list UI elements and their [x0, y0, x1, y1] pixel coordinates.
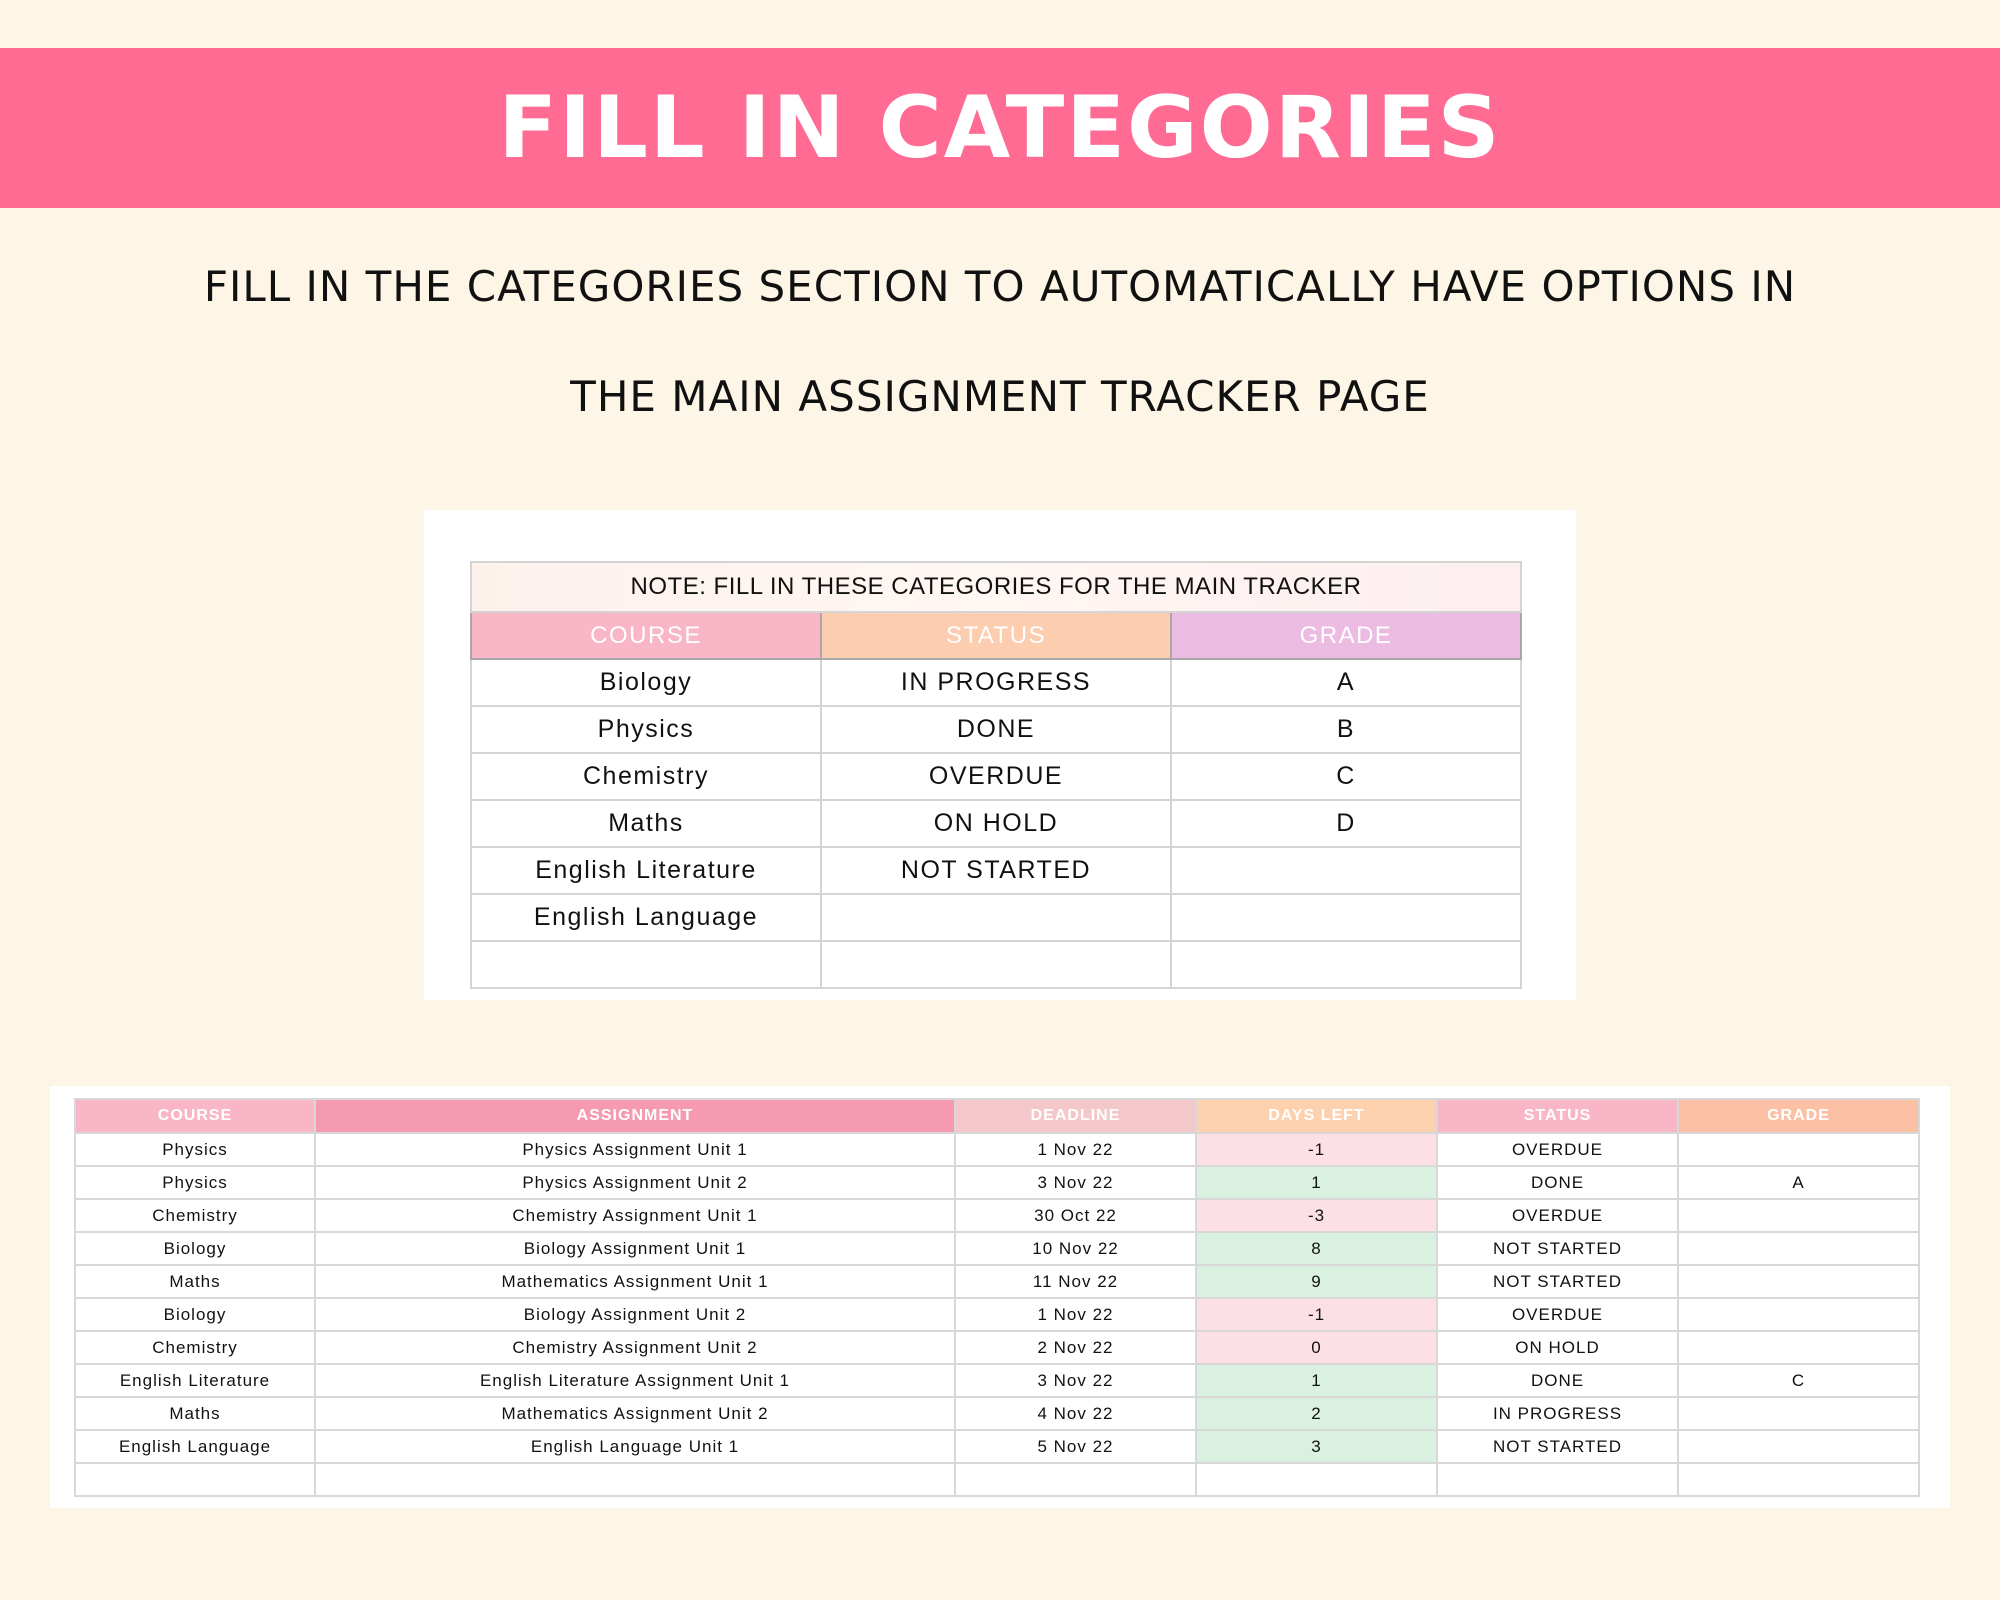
- deadline-cell[interactable]: [955, 1463, 1196, 1496]
- category-row: [471, 706, 1521, 753]
- days-left-cell[interactable]: 3: [1196, 1430, 1437, 1463]
- deadline-cell[interactable]: 5 Nov 22: [955, 1430, 1196, 1463]
- days-left-cell[interactable]: 9: [1196, 1265, 1437, 1298]
- days-left-cell[interactable]: -1: [1196, 1133, 1437, 1166]
- grade-cell[interactable]: [1678, 1397, 1919, 1430]
- course-cell[interactable]: English Language: [75, 1430, 315, 1463]
- deadline-cell[interactable]: 11 Nov 22: [955, 1265, 1196, 1298]
- category-grade-cell[interactable]: [1171, 941, 1521, 988]
- course-cell[interactable]: Physics: [75, 1133, 315, 1166]
- column-header-grade: GRADE: [1171, 612, 1521, 659]
- categories-note: NOTE: FILL IN THESE CATEGORIES FOR THE MAIN TRACKER: [471, 562, 1521, 612]
- status-cell[interactable]: DONE: [1437, 1166, 1678, 1199]
- table-row: [75, 1397, 1919, 1430]
- category-status-cell[interactable]: [821, 941, 1171, 988]
- grade-cell[interactable]: [1678, 1199, 1919, 1232]
- category-status-cell[interactable]: NOT STARTED: [821, 847, 1171, 894]
- grade-cell[interactable]: [1678, 1232, 1919, 1265]
- table-row: [75, 1232, 1919, 1265]
- category-status-cell[interactable]: ON HOLD: [821, 800, 1171, 847]
- table-row: [75, 1331, 1919, 1364]
- category-status-cell[interactable]: OVERDUE: [821, 753, 1171, 800]
- grade-cell[interactable]: [1678, 1463, 1919, 1496]
- days-left-cell[interactable]: -3: [1196, 1199, 1437, 1232]
- status-cell[interactable]: OVERDUE: [1437, 1298, 1678, 1331]
- category-course-cell[interactable]: English Language: [471, 894, 821, 941]
- course-cell[interactable]: English Literature: [75, 1364, 315, 1397]
- status-cell[interactable]: DONE: [1437, 1364, 1678, 1397]
- category-row: [471, 659, 1521, 706]
- course-cell[interactable]: [75, 1463, 315, 1496]
- deadline-cell[interactable]: 2 Nov 22: [955, 1331, 1196, 1364]
- grade-cell[interactable]: A: [1678, 1166, 1919, 1199]
- category-grade-cell[interactable]: [1171, 847, 1521, 894]
- status-cell[interactable]: NOT STARTED: [1437, 1232, 1678, 1265]
- grade-cell[interactable]: [1678, 1265, 1919, 1298]
- deadline-cell[interactable]: 3 Nov 22: [955, 1364, 1196, 1397]
- tracker-panel: [50, 1086, 1950, 1508]
- category-row: [471, 753, 1521, 800]
- table-row: [75, 1364, 1919, 1397]
- column-header-assignment: ASSIGNMENT: [315, 1099, 955, 1133]
- categories-panel: [424, 510, 1576, 1000]
- subtitle-line-2: THE MAIN ASSIGNMENT TRACKER PAGE: [570, 372, 1430, 421]
- status-cell[interactable]: NOT STARTED: [1437, 1265, 1678, 1298]
- course-cell[interactable]: Physics: [75, 1166, 315, 1199]
- category-course-cell[interactable]: Biology: [471, 659, 821, 706]
- status-cell[interactable]: NOT STARTED: [1437, 1430, 1678, 1463]
- assignment-cell[interactable]: Mathematics Assignment Unit 2: [315, 1397, 955, 1430]
- days-left-cell[interactable]: [1196, 1463, 1437, 1496]
- table-row: [75, 1166, 1919, 1199]
- category-grade-cell[interactable]: B: [1171, 706, 1521, 753]
- assignment-cell[interactable]: Biology Assignment Unit 1: [315, 1232, 955, 1265]
- course-cell[interactable]: Biology: [75, 1232, 315, 1265]
- page-title: FILL IN CATEGORIES: [498, 78, 1502, 178]
- category-course-cell[interactable]: Maths: [471, 800, 821, 847]
- days-left-cell[interactable]: -1: [1196, 1298, 1437, 1331]
- assignment-cell[interactable]: Biology Assignment Unit 2: [315, 1298, 955, 1331]
- assignment-cell[interactable]: Chemistry Assignment Unit 1: [315, 1199, 955, 1232]
- column-header-days-left: DAYS LEFT: [1196, 1099, 1437, 1133]
- grade-cell[interactable]: [1678, 1331, 1919, 1364]
- table-row: [75, 1298, 1919, 1331]
- course-cell[interactable]: Chemistry: [75, 1331, 315, 1364]
- category-row: [471, 847, 1521, 894]
- assignment-cell[interactable]: Physics Assignment Unit 1: [315, 1133, 955, 1166]
- assignment-cell[interactable]: English Literature Assignment Unit 1: [315, 1364, 955, 1397]
- grade-cell[interactable]: [1678, 1298, 1919, 1331]
- grade-cell[interactable]: C: [1678, 1364, 1919, 1397]
- course-cell[interactable]: Biology: [75, 1298, 315, 1331]
- table-row: [75, 1463, 1919, 1496]
- column-header-status: STATUS: [1437, 1099, 1678, 1133]
- days-left-cell[interactable]: 8: [1196, 1232, 1437, 1265]
- category-row: [471, 941, 1521, 988]
- subtitle-line-1: FILL IN THE CATEGORIES SECTION TO AUTOMATICALLY HAVE OPTIONS IN: [203, 262, 1797, 311]
- column-header-status: STATUS: [821, 612, 1171, 659]
- category-course-cell[interactable]: [471, 941, 821, 988]
- days-left-cell[interactable]: 0: [1196, 1331, 1437, 1364]
- deadline-cell[interactable]: 1 Nov 22: [955, 1133, 1196, 1166]
- deadline-cell[interactable]: 1 Nov 22: [955, 1298, 1196, 1331]
- column-header-grade: GRADE: [1678, 1099, 1919, 1133]
- category-row: [471, 894, 1521, 941]
- table-row: [75, 1430, 1919, 1463]
- days-left-cell[interactable]: 1: [1196, 1364, 1437, 1397]
- status-cell[interactable]: ON HOLD: [1437, 1331, 1678, 1364]
- category-grade-cell[interactable]: [1171, 894, 1521, 941]
- course-cell[interactable]: Chemistry: [75, 1199, 315, 1232]
- course-cell[interactable]: Maths: [75, 1397, 315, 1430]
- deadline-cell[interactable]: 3 Nov 22: [955, 1166, 1196, 1199]
- table-row: [75, 1199, 1919, 1232]
- tracker-table: [74, 1098, 1920, 1497]
- category-grade-cell[interactable]: A: [1171, 659, 1521, 706]
- status-cell[interactable]: IN PROGRESS: [1437, 1397, 1678, 1430]
- header-banner: [0, 48, 2000, 208]
- deadline-cell[interactable]: 4 Nov 22: [955, 1397, 1196, 1430]
- category-course-cell[interactable]: Chemistry: [471, 753, 821, 800]
- assignment-cell[interactable]: Mathematics Assignment Unit 1: [315, 1265, 955, 1298]
- days-left-cell[interactable]: 2: [1196, 1397, 1437, 1430]
- table-row: [75, 1265, 1919, 1298]
- status-cell[interactable]: OVERDUE: [1437, 1199, 1678, 1232]
- days-left-cell[interactable]: 1: [1196, 1166, 1437, 1199]
- deadline-cell[interactable]: 10 Nov 22: [955, 1232, 1196, 1265]
- column-header-course: COURSE: [75, 1099, 315, 1133]
- category-status-cell[interactable]: IN PROGRESS: [821, 659, 1171, 706]
- grade-cell[interactable]: [1678, 1133, 1919, 1166]
- category-grade-cell[interactable]: D: [1171, 800, 1521, 847]
- category-grade-cell[interactable]: C: [1171, 753, 1521, 800]
- course-cell[interactable]: Maths: [75, 1265, 315, 1298]
- assignment-cell[interactable]: Chemistry Assignment Unit 2: [315, 1331, 955, 1364]
- status-cell[interactable]: [1437, 1463, 1678, 1496]
- assignment-cell[interactable]: [315, 1463, 955, 1496]
- category-course-cell[interactable]: English Literature: [471, 847, 821, 894]
- category-status-cell[interactable]: [821, 894, 1171, 941]
- category-course-cell[interactable]: Physics: [471, 706, 821, 753]
- category-row: [471, 800, 1521, 847]
- status-cell[interactable]: OVERDUE: [1437, 1133, 1678, 1166]
- assignment-cell[interactable]: Physics Assignment Unit 2: [315, 1166, 955, 1199]
- grade-cell[interactable]: [1678, 1430, 1919, 1463]
- category-status-cell[interactable]: DONE: [821, 706, 1171, 753]
- column-header-deadline: DEADLINE: [955, 1099, 1196, 1133]
- table-row: [75, 1133, 1919, 1166]
- categories-table: [470, 561, 1522, 989]
- assignment-cell[interactable]: English Language Unit 1: [315, 1430, 955, 1463]
- deadline-cell[interactable]: 30 Oct 22: [955, 1199, 1196, 1232]
- column-header-course: COURSE: [471, 612, 821, 659]
